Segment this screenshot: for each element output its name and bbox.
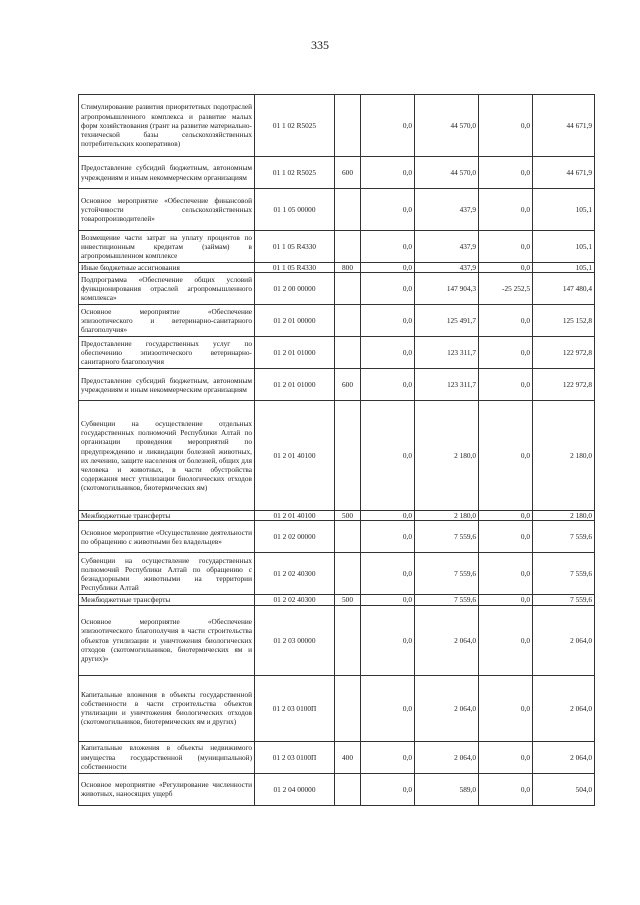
cell-value-1: 0,0 <box>361 595 415 605</box>
cell-value-1: 0,0 <box>361 263 415 273</box>
cell-code: 01 2 03 00000 <box>255 605 335 675</box>
cell-value-3: 0,0 <box>479 401 533 511</box>
cell-vr <box>335 337 361 369</box>
table-row <box>79 511 595 521</box>
cell-value-3: 0,0 <box>479 231 533 263</box>
cell-code: 01 2 01 00000 <box>255 305 335 337</box>
cell-value-3: 0,0 <box>479 605 533 675</box>
cell-value-2: 2 180,0 <box>415 401 479 511</box>
cell-value-2: 44 570,0 <box>415 157 479 189</box>
cell-code: 01 1 02 R5025 <box>255 157 335 189</box>
cell-value-3: 0,0 <box>479 95 533 157</box>
cell-value-4: 2 064,0 <box>533 675 595 741</box>
cell-value-2: 2 064,0 <box>415 605 479 675</box>
cell-value-2: 123 311,7 <box>415 337 479 369</box>
cell-value-1: 0,0 <box>361 157 415 189</box>
cell-value-4: 105,1 <box>533 189 595 231</box>
cell-name: Предоставление государственных услуг по обеспечению эпизоотического ветеринарно-санитарного благополучия <box>79 337 255 369</box>
cell-name: Предоставление субсидий бюджетным, автономным учреждениям и иным некоммерческим организациям <box>79 157 255 189</box>
cell-value-4: 504,0 <box>533 773 595 805</box>
cell-value-3: 0,0 <box>479 157 533 189</box>
cell-value-4: 122 972,8 <box>533 369 595 401</box>
cell-vr: 600 <box>335 157 361 189</box>
cell-name: Основное мероприятие «Осуществление деятельности по обращению с животными без владельцев» <box>79 521 255 553</box>
cell-value-3: 0,0 <box>479 741 533 773</box>
cell-value-3: 0,0 <box>479 511 533 521</box>
cell-code: 01 1 05 00000 <box>255 189 335 231</box>
cell-value-3: 0,0 <box>479 595 533 605</box>
cell-value-2: 437,9 <box>415 263 479 273</box>
cell-value-1: 0,0 <box>361 231 415 263</box>
table-row <box>79 741 595 773</box>
cell-value-2: 7 559,6 <box>415 595 479 605</box>
cell-code: 01 1 05 R4330 <box>255 263 335 273</box>
cell-vr <box>335 401 361 511</box>
cell-name: Основное мероприятие «Регулирование численности животных, наносящих ущерб <box>79 773 255 805</box>
cell-value-4: 105,1 <box>533 263 595 273</box>
cell-value-1: 0,0 <box>361 741 415 773</box>
table-row <box>79 605 595 675</box>
cell-value-4: 122 972,8 <box>533 337 595 369</box>
cell-value-3: 0,0 <box>479 337 533 369</box>
cell-value-2: 44 570,0 <box>415 95 479 157</box>
cell-value-2: 2 064,0 <box>415 675 479 741</box>
cell-name: Стимулирование развития приоритетных подотраслей агропромышленного комплекса и развитие малых форм хозяйствования (грант на развитие материально-технической базы сельскохозяйственных потребительских кооперативов) <box>79 95 255 157</box>
cell-name: Капитальные вложения в объекты недвижимого имущества государственной (муниципальной) собственности <box>79 741 255 773</box>
cell-value-4: 147 480,4 <box>533 273 595 305</box>
table-row <box>79 595 595 605</box>
cell-name: Основное мероприятие «Обеспечение эпизоотического благополучия в части строительства объектов утилизации и уничтожения биологических отходов (скотомогильников, биотермических ям и других)» <box>79 605 255 675</box>
cell-value-2: 2 064,0 <box>415 741 479 773</box>
table-row <box>79 263 595 273</box>
cell-value-4: 105,1 <box>533 231 595 263</box>
table-row <box>79 231 595 263</box>
cell-value-4: 2 180,0 <box>533 401 595 511</box>
cell-value-3: -25 252,5 <box>479 273 533 305</box>
cell-value-4: 125 152,8 <box>533 305 595 337</box>
cell-value-2: 7 559,6 <box>415 553 479 595</box>
cell-value-1: 0,0 <box>361 337 415 369</box>
table-row <box>79 157 595 189</box>
cell-value-2: 437,9 <box>415 189 479 231</box>
cell-name: Подпрограмма «Обеспечение общих условий функционирования отраслей агропромышленного комплекса» <box>79 273 255 305</box>
cell-value-2: 123 311,7 <box>415 369 479 401</box>
cell-value-4: 7 559,6 <box>533 521 595 553</box>
cell-name: Субвенции на осуществление отдельных государственных полномочий Республики Алтай по организации проведения мероприятий по предупреждению и ликвидации болезней животных, их лечению, защите населения от болезней, общих для человека и животных, в части обустройства содержания мест утилизации биологических отходов (скотомогильников, биотермических ям) <box>79 401 255 511</box>
cell-value-3: 0,0 <box>479 521 533 553</box>
cell-vr <box>335 521 361 553</box>
table-row <box>79 273 595 305</box>
cell-value-1: 0,0 <box>361 605 415 675</box>
cell-code: 01 2 03 0100П <box>255 675 335 741</box>
cell-value-4: 2 064,0 <box>533 741 595 773</box>
cell-value-2: 437,9 <box>415 231 479 263</box>
cell-name: Межбюджетные трансферты <box>79 511 255 521</box>
page-number: 335 <box>311 38 329 52</box>
cell-code: 01 1 05 R4330 <box>255 231 335 263</box>
cell-code: 01 1 02 R5025 <box>255 95 335 157</box>
cell-code: 01 2 04 00000 <box>255 773 335 805</box>
cell-value-1: 0,0 <box>361 273 415 305</box>
cell-vr: 500 <box>335 595 361 605</box>
cell-name: Капитальные вложения в объекты государственной собственности в части строительства объектов утилизации и уничтожения биологических отходов (скотомогильников, биотермических ям и других) <box>79 675 255 741</box>
table-row <box>79 675 595 741</box>
cell-vr: 600 <box>335 369 361 401</box>
cell-value-3: 0,0 <box>479 305 533 337</box>
cell-value-1: 0,0 <box>361 401 415 511</box>
cell-value-2: 589,0 <box>415 773 479 805</box>
cell-value-3: 0,0 <box>479 675 533 741</box>
cell-value-4: 7 559,6 <box>533 595 595 605</box>
cell-value-4: 2 180,0 <box>533 511 595 521</box>
budget-table <box>78 94 595 806</box>
cell-code: 01 2 03 0100П <box>255 741 335 773</box>
table-row <box>79 401 595 511</box>
cell-value-1: 0,0 <box>361 521 415 553</box>
table-row <box>79 369 595 401</box>
cell-value-1: 0,0 <box>361 553 415 595</box>
cell-vr <box>335 95 361 157</box>
cell-name: Возмещение части затрат на уплату процентов по инвестиционным кредитам (займам) в агропромышленном комплексе <box>79 231 255 263</box>
cell-vr <box>335 773 361 805</box>
cell-code: 01 2 02 40300 <box>255 595 335 605</box>
cell-code: 01 2 01 01000 <box>255 337 335 369</box>
cell-value-3: 0,0 <box>479 369 533 401</box>
cell-name: Основное мероприятие «Обеспечение финансовой устойчивости сельскохозяйственных товаропроизводителей» <box>79 189 255 231</box>
cell-value-3: 0,0 <box>479 189 533 231</box>
cell-value-1: 0,0 <box>361 95 415 157</box>
cell-value-4: 44 671,9 <box>533 95 595 157</box>
cell-vr <box>335 675 361 741</box>
cell-value-3: 0,0 <box>479 263 533 273</box>
cell-value-1: 0,0 <box>361 675 415 741</box>
cell-value-1: 0,0 <box>361 305 415 337</box>
cell-value-4: 2 064,0 <box>533 605 595 675</box>
table-row <box>79 189 595 231</box>
table-row <box>79 553 595 595</box>
cell-vr <box>335 305 361 337</box>
table-row <box>79 305 595 337</box>
cell-vr <box>335 189 361 231</box>
cell-value-4: 7 559,6 <box>533 553 595 595</box>
cell-code: 01 2 01 40100 <box>255 401 335 511</box>
cell-vr <box>335 273 361 305</box>
cell-vr <box>335 605 361 675</box>
cell-code: 01 2 02 00000 <box>255 521 335 553</box>
cell-vr: 400 <box>335 741 361 773</box>
cell-name: Предоставление субсидий бюджетным, автономным учреждениям и иным некоммерческим организациям <box>79 369 255 401</box>
cell-code: 01 2 00 00000 <box>255 273 335 305</box>
table-body <box>79 95 595 806</box>
table-row <box>79 337 595 369</box>
cell-value-1: 0,0 <box>361 773 415 805</box>
cell-value-2: 147 904,3 <box>415 273 479 305</box>
cell-code: 01 2 02 40300 <box>255 553 335 595</box>
cell-name: Межбюджетные трансферты <box>79 595 255 605</box>
cell-name: Основное мероприятие «Обеспечение эпизоотического и ветеринарно-санитарного благополучия» <box>79 305 255 337</box>
table-row <box>79 773 595 805</box>
cell-value-1: 0,0 <box>361 511 415 521</box>
cell-value-1: 0,0 <box>361 189 415 231</box>
cell-vr: 500 <box>335 511 361 521</box>
cell-value-2: 125 491,7 <box>415 305 479 337</box>
cell-vr: 800 <box>335 263 361 273</box>
cell-code: 01 2 01 40100 <box>255 511 335 521</box>
cell-value-1: 0,0 <box>361 369 415 401</box>
cell-value-3: 0,0 <box>479 773 533 805</box>
cell-code: 01 2 01 01000 <box>255 369 335 401</box>
cell-value-3: 0,0 <box>479 553 533 595</box>
cell-name: Иные бюджетные ассигнования <box>79 263 255 273</box>
cell-vr <box>335 553 361 595</box>
cell-value-2: 2 180,0 <box>415 511 479 521</box>
cell-value-4: 44 671,9 <box>533 157 595 189</box>
cell-vr <box>335 231 361 263</box>
table-row <box>79 521 595 553</box>
table-row <box>79 95 595 157</box>
cell-value-2: 7 559,6 <box>415 521 479 553</box>
cell-name: Субвенции на осуществление государственных полномочий Республики Алтай по обращению с безнадзорными животными на территории Республики Алтай <box>79 553 255 595</box>
